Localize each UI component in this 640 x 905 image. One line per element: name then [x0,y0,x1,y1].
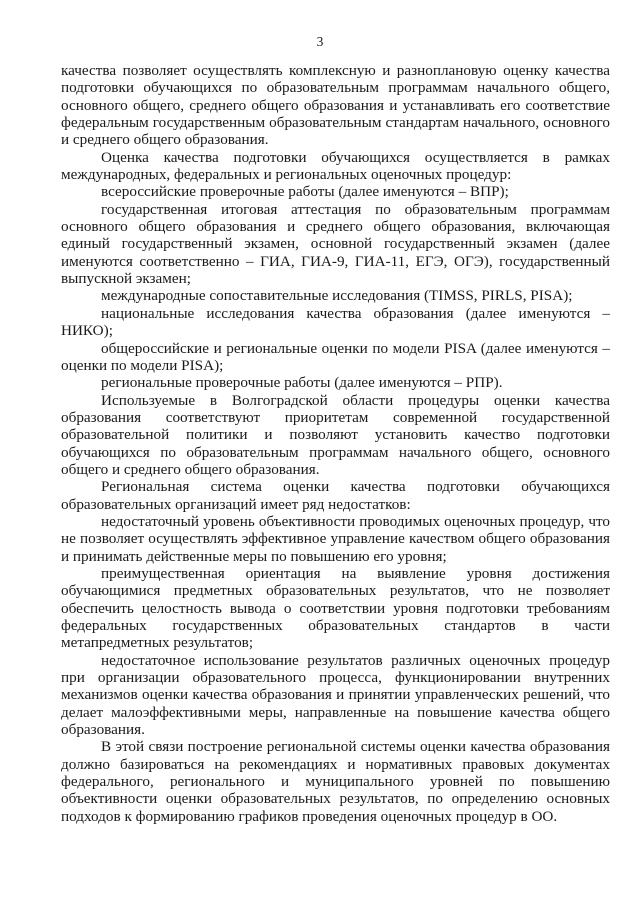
list-item-rpr: региональные проверочные работы (далее именуются – РПР). [101,374,503,392]
document-body [61,62,610,825]
paragraph-volgograd-procedures: Используемые в Волгоградской области процедуры оценки качества образования соответствуют приоритетам современной государственной образовательной политики и позволяют установить качество подготовки обучающихся по образовательным программам начального общего, основного общего и среднего общего образования. [61,391,610,478]
list-item-orientation: преимущественная ориентация на выявление уровня достижения обучающимися предметных образовательных результатов, что не позволяет обеспечить целостность вывода о соответствии уровня подготовки требованиям федеральных государственных образовательных стандартов в части метапредметных результатов; [61,564,610,652]
paragraph-assessment-intro: Оценка качества подготовки обучающихся осуществляется в рамках международных, федеральных и региональных оценочных процедур: [61,148,610,184]
paragraph-conclusion: В этой связи построение региональной системы оценки качества образования должно базироваться на рекомендациях и нормативных правовых документах федерального, регионального и муниципального уровней по повышению объективности оценки образовательных результатов, по определению основных подходов к формированию графиков проведения оценочных процедур в ОО. [61,738,610,825]
list-item-gia: государственная итоговая аттестация по образовательным программам основного общего образования и среднего общего образования, включающая единый государственный экзамен, основной государственный экзамен (далее именуются соответственно – ГИА, ГИА-9, ГИА-11, ЕГЭ, ОГЭ), государственный выпускной экзамен; [61,200,610,288]
paragraph-shortcomings-intro: Региональная система оценки качества подготовки обучающихся образовательных организаций имеет ряд недостатков: [61,478,610,513]
list-item-international-studies: международные сопоставительные исследования (TIMSS, PIRLS, PISA); [101,287,573,305]
list-item-results-usage: недостаточное использование результатов различных оценочных процедур при организации образовательного процесса, функционировании внутренних механизмов оценки качества образования и принятии управленческих решений, что делает малоэффективными меры, направленные на повышение качества общего образования. [61,651,610,739]
page-number: 3 [316,34,324,49]
list-item-vpr: всероссийские проверочные работы (далее именуются – ВПР); [101,183,509,201]
paragraph-continuation: качества позволяет осуществлять комплексную и разноплановую оценку качества подготовки обучающихся по образовательным программам начального общего, основного общего, среднего общего образования и устанавливать его соответствие федеральным государственным образовательным стандартам начального, основного и среднего общего образования. [61,62,610,149]
list-item-objectivity: недостаточный уровень объективности проводимых оценочных процедур, что не позволяет осуществлять эффективное управление качеством общего образования и принимать действенные меры по повышению его уровня; [61,512,610,565]
list-item-pisa-model: общероссийские и региональные оценки по модели PISA (далее именуются – оценки по модели PISA); [61,339,610,374]
list-item-niko: национальные исследования качества образования (далее именуются – НИКО); [61,304,610,340]
